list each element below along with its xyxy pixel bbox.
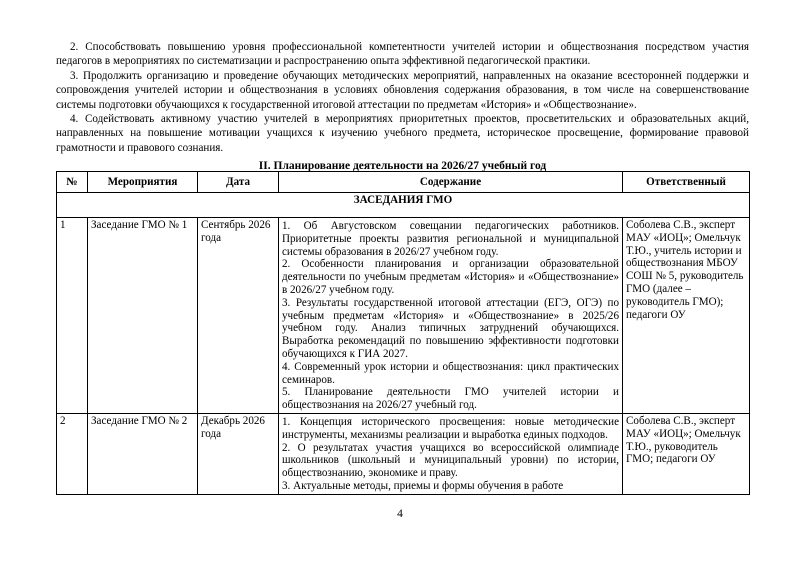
- header-content: Содержание: [279, 172, 623, 193]
- content-item: 2. О результатах участия учащихся во всероссийской олимпиаде школьников (школьный и муниципальный уровни) по истории, обществознанию, экономике и праву.: [282, 441, 619, 480]
- page-number: 4: [397, 508, 403, 520]
- paragraph-4: 4. Содействовать активному участию учителей в мероприятиях приоритетных проектов, просветительских и образовательных акций, направленных на повышение мотивации учащихся к изучению учебного предмета, историческое просвещение, формирование правовой грамотности и правового сознания.: [56, 113, 749, 154]
- table-row: [57, 218, 750, 414]
- table-row: [57, 413, 750, 494]
- content-item: 5. Планирование деятельности ГМО учителей истории и обществознания на 2026/27 учебный год.: [282, 386, 619, 412]
- paragraph-3: 3. Продолжить организацию и проведение обучающих методических мероприятий, направленных на оказание всесторонней поддержки и сопровождения учителей истории и обществознания в условиях обновления содержания образования, в том числе на совершенствование системы подготовки обучающихся к государственной итоговой аттестации по предметам «История» и «Обществознание».: [56, 70, 749, 111]
- header-num: №: [57, 172, 88, 193]
- row-event: Заседание ГМО № 2: [88, 413, 198, 494]
- row-event: Заседание ГМО № 1: [88, 218, 198, 414]
- plan-table: [56, 171, 750, 495]
- header-date: Дата: [198, 172, 279, 193]
- section-title: II. Планирование деятельности на 2026/27 учебный год: [258, 160, 547, 172]
- content-item: 3. Актуальные методы, приемы и формы обучения в работе: [282, 479, 564, 492]
- content-item: 1. Концепция исторического просвещения: новые методические инструменты, механизмы реализации и выработка единых подходов.: [282, 415, 619, 441]
- row-num: 1: [57, 218, 88, 414]
- content-item: 3. Результаты государственной итоговой аттестации (ЕГЭ, ОГЭ) по учебным предметам «История» и «Обществознание» в 2025/26 учебном году. Анализ типичных затруднений обучающихся. Выработка рекомендаций по повышению эффективности подготовки обучающихся к ГИА 2027.: [282, 296, 619, 360]
- section-row: [57, 193, 750, 218]
- row-num: 2: [57, 413, 88, 494]
- content-item: 2. Особенности планирования и организации образовательной деятельности по учебным предметам «История» и «Обществознание» в 2026/27 учебном году.: [282, 258, 619, 296]
- section-row-label: ЗАСЕДАНИЯ ГМО: [57, 193, 750, 218]
- row-date: Сентябрь 2026 года: [198, 218, 279, 414]
- row-date: Декабрь 2026 года: [198, 413, 279, 494]
- table-header-row: [57, 172, 750, 193]
- row-content: [279, 218, 623, 414]
- row-responsible: Соболева С.В., эксперт МАУ «ИОЦ»; Омельчук Т.Ю., учитель истории и обществознания МБОУ СОШ № 5, руководитель ГМО (далее – руководитель ГМО); педагоги ОУ: [623, 218, 750, 414]
- row-content: [279, 413, 623, 494]
- header-event: Мероприятия: [88, 172, 198, 193]
- content-item: 1. Об Августовском совещании педагогических работников. Приоритетные проекты развития региональной и муниципальной системы образования в 2026/27 учебном году.: [282, 220, 619, 258]
- paragraph-2: 2. Способствовать повышению уровня профессиональной компетентности учителей истории и обществознания посредством участия педагогов в мероприятиях по систематизации и распространению опыта эффективной педагогической практики.: [56, 41, 749, 68]
- header-responsible: Ответственный: [623, 172, 750, 193]
- content-item: 4. Современный урок истории и обществознания: цикл практических семинаров.: [282, 360, 619, 386]
- row-responsible: Соболева С.В., эксперт МАУ «ИОЦ»; Омельчук Т.Ю., руководитель ГМО; педагоги ОУ: [623, 413, 750, 494]
